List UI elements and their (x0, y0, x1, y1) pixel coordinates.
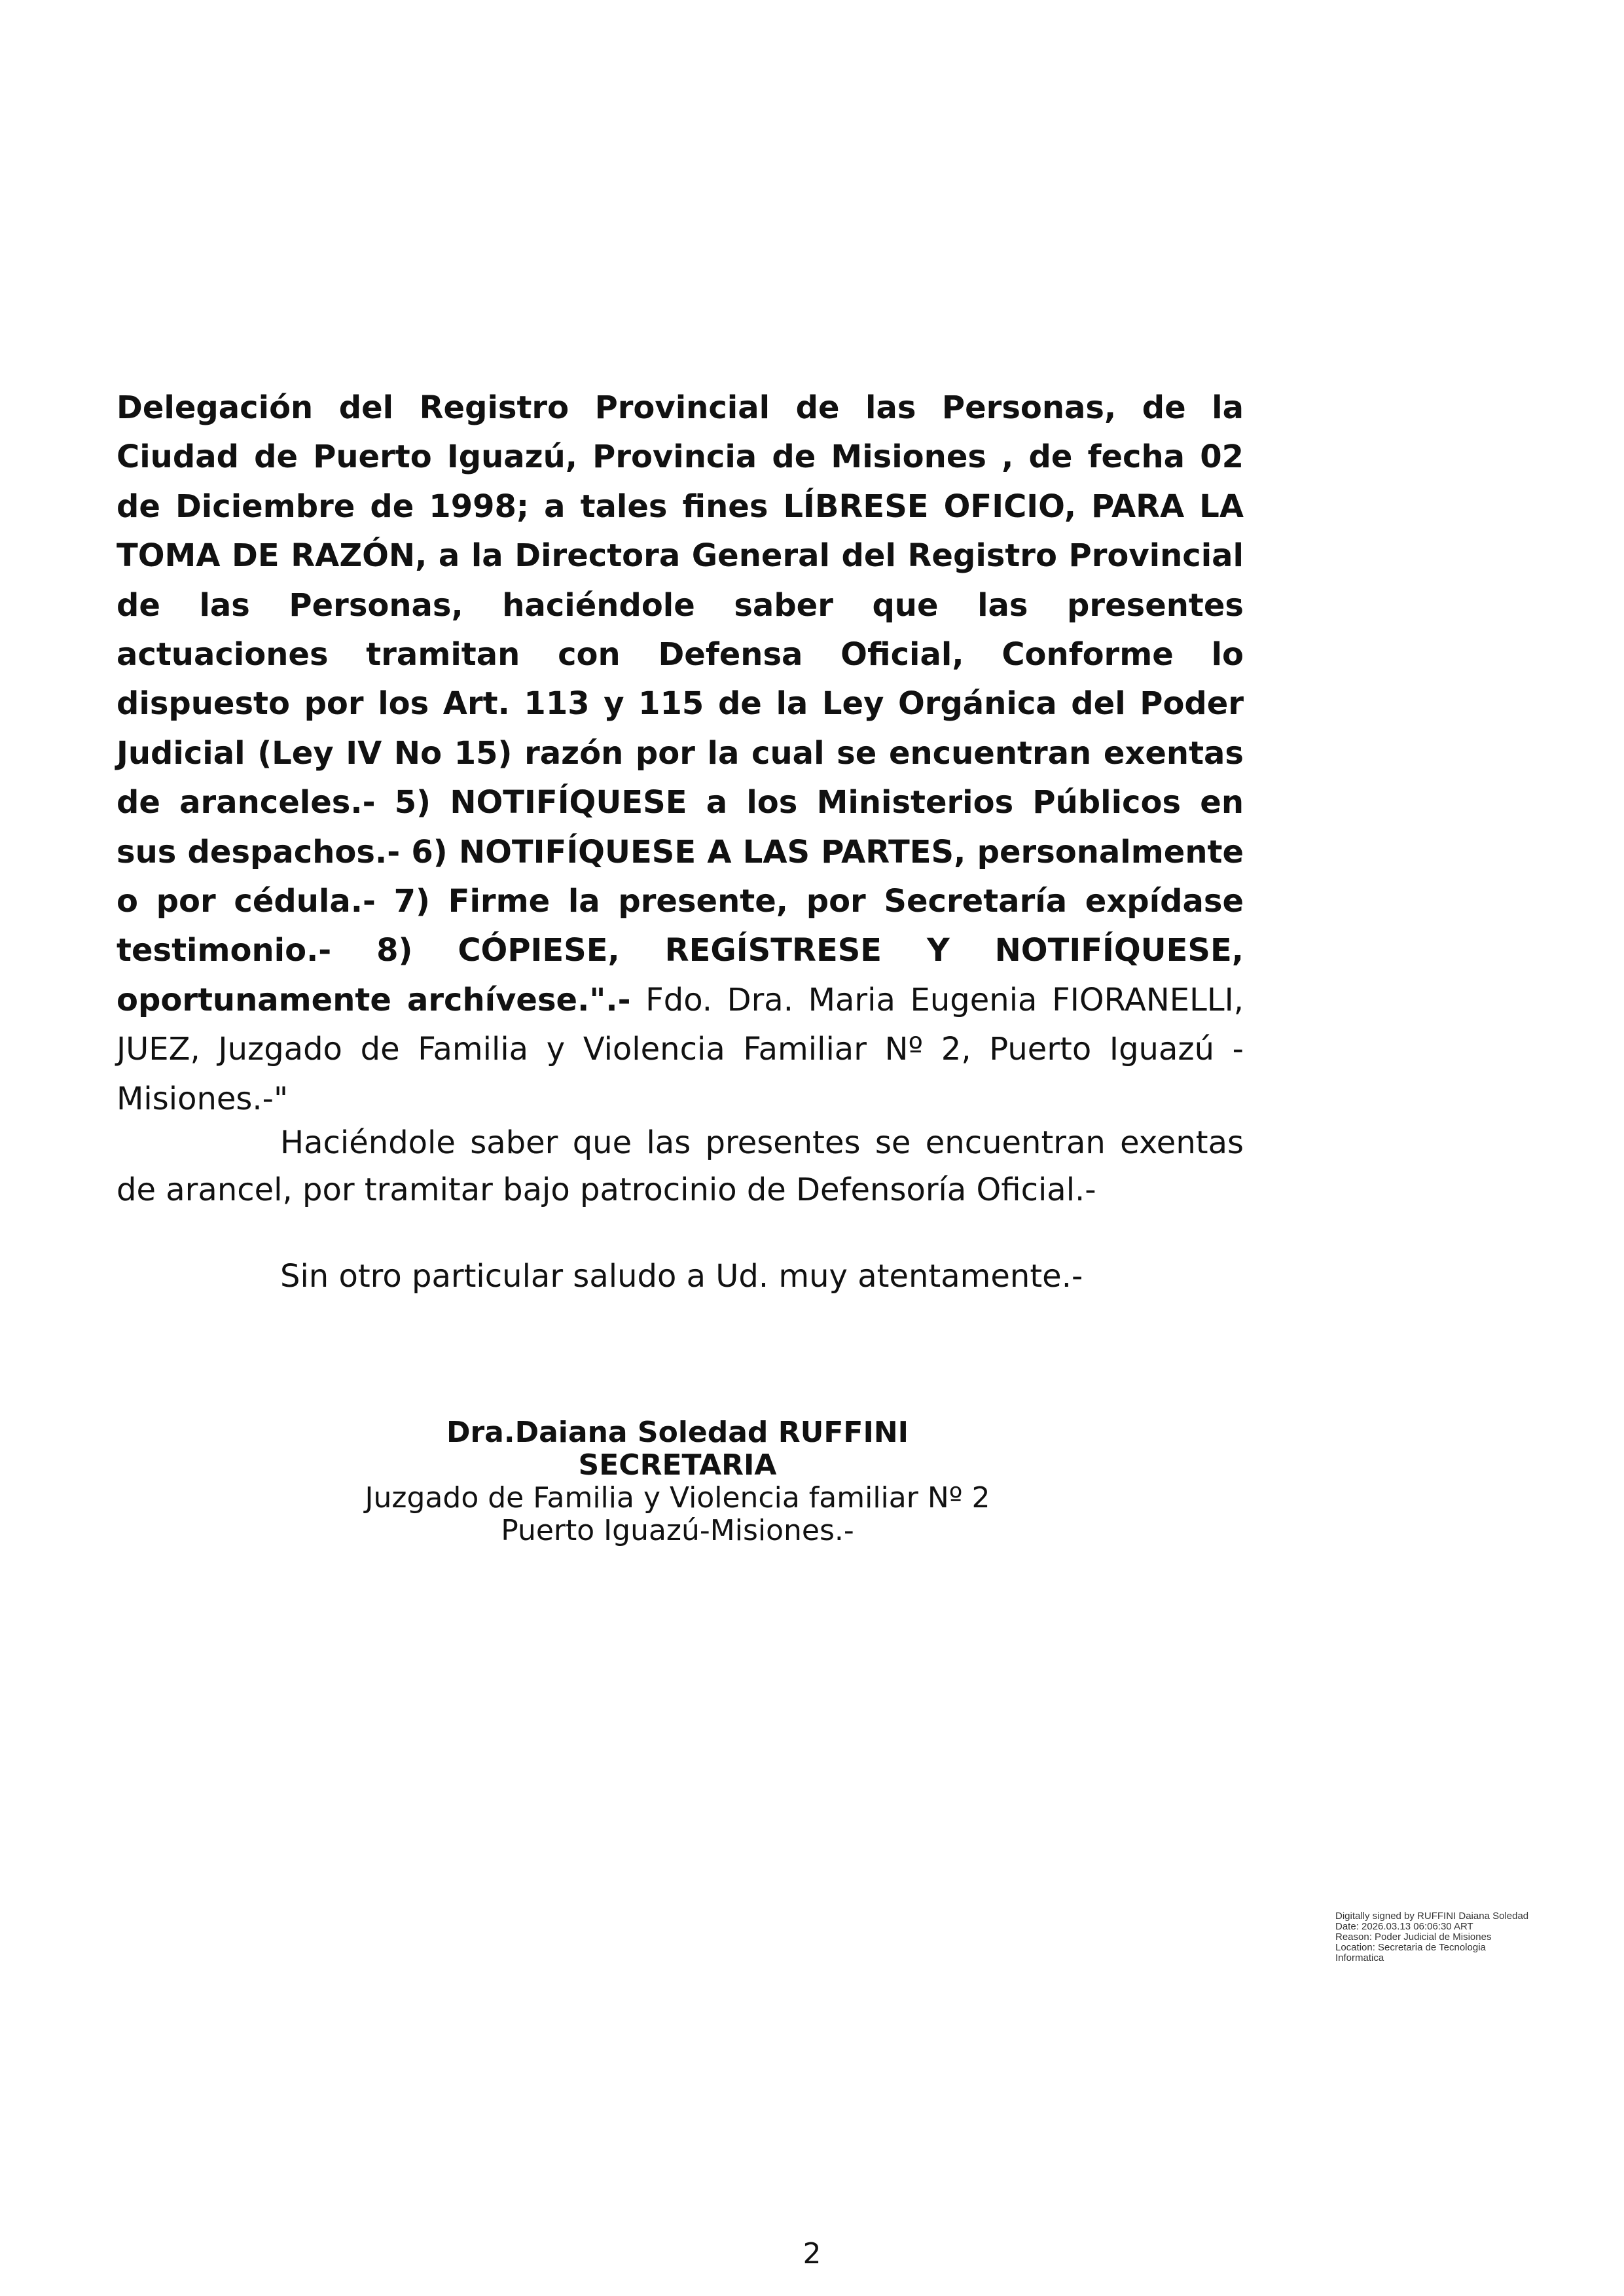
page-number: 2 (803, 2237, 821, 2270)
signatory-title: SECRETARIA (578, 1448, 777, 1482)
exemption-paragraph: Haciéndole saber que las presentes se encuentran exentas de arancel, por tramitar bajo patrocinio de Defensoría Oficial.- (117, 1124, 1244, 1208)
digital-signature-date: Date: 2026.03.13 06:06:30 ART (1335, 1921, 1473, 1932)
signatory-court: Juzgado de Familia y Violencia familiar Nº 2 (365, 1481, 990, 1515)
digital-signature-location: Location: Secretaria de Tecnologia Informatica (1335, 1942, 1486, 1964)
digital-signature-reason: Reason: Poder Judicial de Misiones (1335, 1931, 1492, 1943)
closing-paragraph: Sin otro particular saludo a Ud. muy atentamente.- (280, 1258, 1083, 1295)
resolution-bold-text: Delegación del Registro Provincial de las Personas, de la Ciudad de Puerto Iguazú, Provincia de Misiones , de fecha 02 de Diciembre de 1998; a tales fines LÍBRESE OFICIO, PARA LA TOMA DE RAZÓN, a la Directora General del Registro Provincial de las Personas, haciéndole saber que las presentes actuaciones tramitan con Defensa Oficial, Conforme lo dispuesto por los Art. 113 y 115 de la Ley Orgánica del Poder Judicial (Ley IV No 15) razón por la cual se encuentran exentas de aranceles.- 5) NOTIFÍQUESE a los Ministerios Públicos en sus despachos.- 6) NOTIFÍQUESE A LAS PARTES, personalmente o por cédula.- 7) Firme la presente, por Secretaría expídase testimonio.- 8) CÓPIESE, REGÍSTRESE Y NOTIFÍQUESE, oportunamente archívese.".- (117, 389, 1244, 1018)
resolution-signed-by-text: Fdo. Dra. Maria Eugenia FIORANELLI, JUEZ, Juzgado de Familia y Violencia Familiar Nº 2, Puerto Iguazú - Misiones.-" (117, 981, 1244, 1117)
signature-block (353, 1416, 1001, 1547)
signatory-location: Puerto Iguazú-Misiones.- (501, 1514, 854, 1547)
digital-signature-signer: Digitally signed by RUFFINI Daiana Soledad (1335, 1910, 1529, 1922)
digital-signature-stamp (1335, 1911, 1532, 1964)
resolution-paragraph (117, 384, 1244, 1124)
signatory-name: Dra.Daiana Soledad RUFFINI (446, 1416, 909, 1449)
